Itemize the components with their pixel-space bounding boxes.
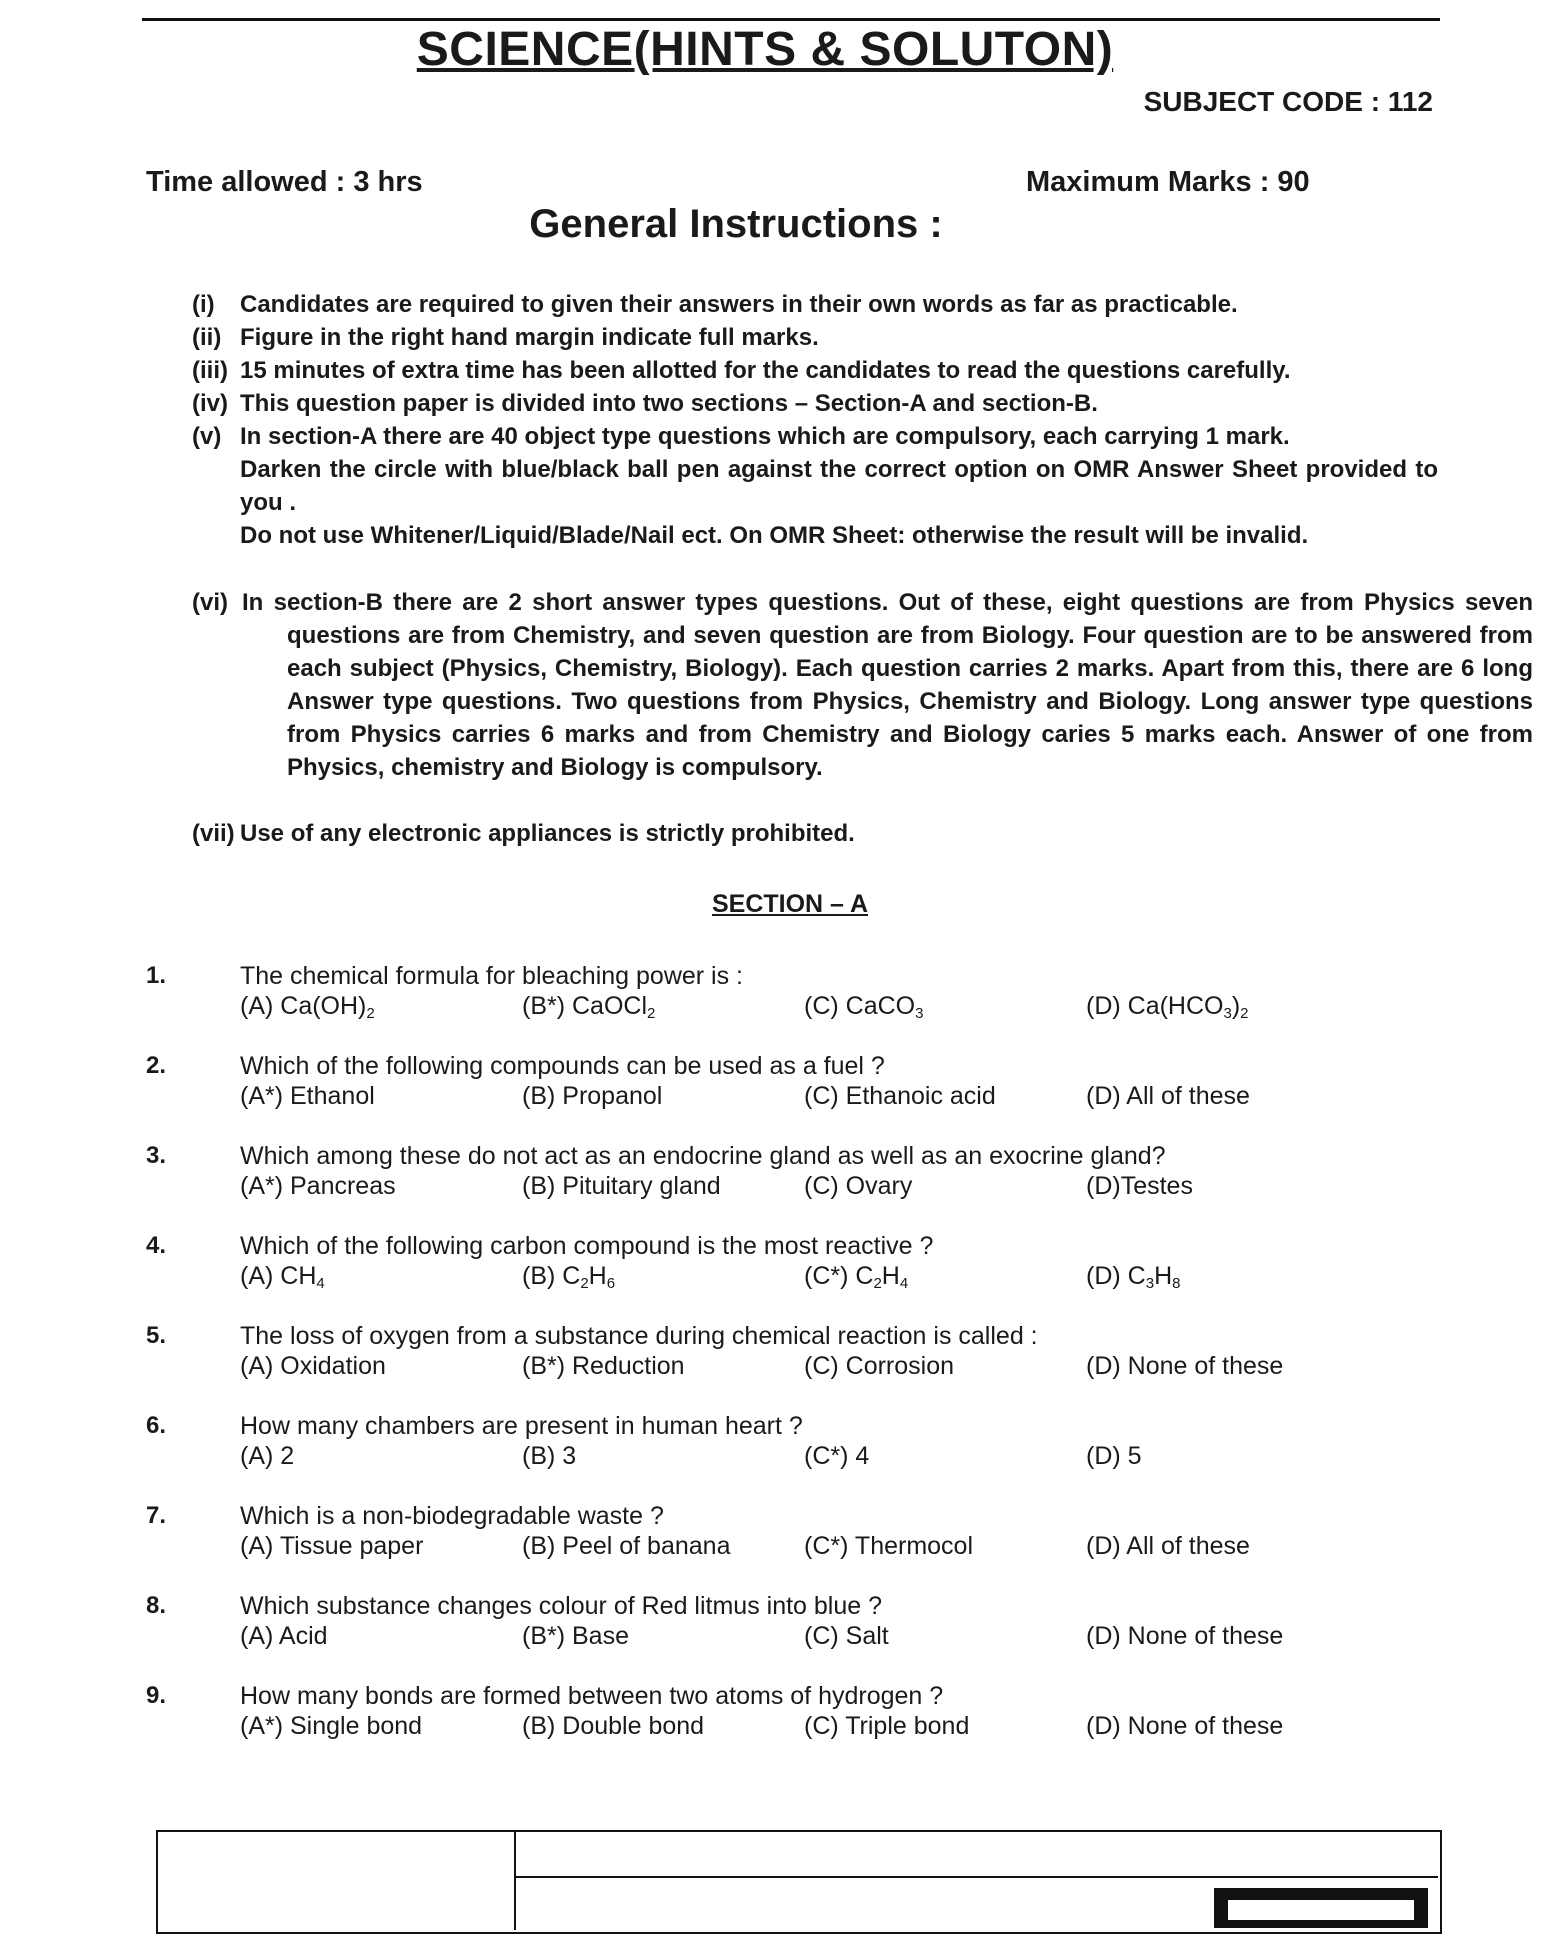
question-text: Which of the following compounds can be used as a fuel ? bbox=[240, 1052, 885, 1080]
option-a: (A) Oxidation bbox=[240, 1352, 386, 1380]
instruction-vi bbox=[192, 586, 1533, 784]
option-c: (C) Ethanoic acid bbox=[804, 1082, 996, 1110]
option-d: (D) $C_3H_8$ bbox=[1086, 1262, 1181, 1292]
instruction-continuation: Darken the circle with blue/black ball pen against the correct option on OMR Answer Sheet provided to you . bbox=[240, 456, 1438, 516]
option-a: (A) Acid bbox=[240, 1622, 328, 1650]
maximum-marks: Maximum Marks : 90 bbox=[1026, 166, 1310, 198]
option-b: (B*) Reduction bbox=[522, 1352, 685, 1380]
option-d: (D)Testes bbox=[1086, 1172, 1193, 1200]
option-a: (A) 2 bbox=[240, 1442, 295, 1470]
option-b: (B) Double bond bbox=[522, 1712, 705, 1740]
question-number: 2. bbox=[146, 1052, 167, 1079]
instruction-number: (v) bbox=[192, 423, 222, 450]
instruction-i bbox=[192, 288, 1438, 321]
option-c: (C) Ovary bbox=[804, 1172, 913, 1200]
question-text: The chemical formula for bleaching power is : bbox=[240, 962, 744, 990]
instruction-vii bbox=[192, 817, 1438, 850]
question-text: How many bonds are formed between two atoms of hydrogen ? bbox=[240, 1682, 944, 1710]
instruction-number: (iii) bbox=[192, 357, 228, 384]
page-title: SCIENCE(HINTS & SOLUTON) bbox=[416, 23, 1114, 76]
option-b: (B*) Base bbox=[522, 1622, 629, 1650]
option-b: (B*) CaOCl$_2$ bbox=[522, 992, 656, 1022]
option-a: (A) $CH_4$ bbox=[240, 1262, 325, 1292]
option-b: (B) $C_2H_6$ bbox=[522, 1262, 616, 1292]
instruction-text: This question paper is divided into two sections – Section-A and section-B. bbox=[240, 390, 1098, 417]
question-number: 8. bbox=[146, 1592, 167, 1619]
question-number: 9. bbox=[146, 1682, 167, 1709]
top-rule bbox=[142, 18, 1440, 21]
option-a: (A) Tissue paper bbox=[240, 1532, 424, 1560]
question-text: Which substance changes colour of Red litmus into blue ? bbox=[240, 1592, 883, 1620]
instruction-text: Figure in the right hand margin indicate full marks. bbox=[240, 324, 819, 351]
option-d: (D) $Ca(HCO_3)_2$ bbox=[1086, 992, 1249, 1022]
footer-divider bbox=[514, 1830, 516, 1930]
instruction-number: (iv) bbox=[192, 390, 228, 417]
footer-rule bbox=[516, 1876, 1438, 1878]
option-b: (B) 3 bbox=[522, 1442, 577, 1470]
option-a: (A*) Single bond bbox=[240, 1712, 423, 1740]
instruction-number: (vii) bbox=[192, 820, 235, 847]
option-c: (C) CaCO$_3$ bbox=[804, 992, 924, 1022]
question-number: 5. bbox=[146, 1322, 167, 1349]
question-number: 6. bbox=[146, 1412, 167, 1439]
instruction-text: In section-A there are 40 object type questions which are compulsory, each carrying 1 mark. bbox=[240, 423, 1290, 450]
question-number: 4. bbox=[146, 1232, 167, 1259]
option-a: (A*) Pancreas bbox=[240, 1172, 396, 1200]
question-text: Which of the following carbon compound is the most reactive ? bbox=[240, 1232, 934, 1260]
instruction-text: Use of any electronic appliances is strictly prohibited. bbox=[240, 820, 855, 847]
option-a: (A) $Ca(OH)_2$ bbox=[240, 992, 375, 1022]
question-number: 7. bbox=[146, 1502, 167, 1529]
question-text: How many chambers are present in human heart ? bbox=[240, 1412, 803, 1440]
option-c: (C*) $C_2H_4$ bbox=[804, 1262, 909, 1292]
instruction-iv bbox=[192, 387, 1438, 420]
subject-code: SUBJECT CODE : 112 bbox=[1143, 86, 1433, 117]
instruction-text: 15 minutes of extra time has been allotted for the candidates to read the questions carefully. bbox=[240, 357, 1291, 384]
option-b: (B) Propanol bbox=[522, 1082, 663, 1110]
question-text: Which is a non-biodegradable waste ? bbox=[240, 1502, 664, 1530]
instruction-text: In section-B there are 2 short answer types questions. Out of these, eight questions are from Physics seven questions are from Chemistry, and seven question are from Biology. Four question are to be answered from each subject (Physics, Chemistry, Biology). Each question carries 2 marks. Apart from this, there are 6 long Answer type questions. Two questions from Physics, Chemistry and Biology. Long answer type questions from Physics carries 6 marks and from Chemistry and Biology caries 5 marks each. Answer of one from Physics, chemistry and Biology is compulsory. bbox=[242, 589, 1533, 781]
instruction-ii bbox=[192, 321, 1438, 354]
option-b: (B) Peel of banana bbox=[522, 1532, 731, 1560]
option-d: (D) None of these bbox=[1086, 1622, 1284, 1650]
footer-inner-box bbox=[1228, 1900, 1414, 1920]
question-text: Which among these do not act as an endocrine gland as well as an exocrine gland? bbox=[240, 1142, 1166, 1170]
instruction-number: (i) bbox=[192, 291, 215, 318]
option-b: (B) Pituitary gland bbox=[522, 1172, 721, 1200]
instruction-number: (ii) bbox=[192, 324, 222, 351]
question-text: The loss of oxygen from a substance during chemical reaction is called : bbox=[240, 1322, 1038, 1350]
option-d: (D) All of these bbox=[1086, 1082, 1250, 1110]
instruction-continuation: Do not use Whitener/Liquid/Blade/Nail ect. On OMR Sheet: otherwise the result will be invalid. bbox=[240, 522, 1309, 549]
instruction-number: (vi) bbox=[192, 589, 228, 616]
question-number: 3. bbox=[146, 1142, 167, 1169]
option-c: (C*) Thermocol bbox=[804, 1532, 974, 1560]
time-allowed: Time allowed : 3 hrs bbox=[146, 166, 423, 198]
option-c: (C) Corrosion bbox=[804, 1352, 955, 1380]
instruction-iii bbox=[192, 354, 1438, 387]
question-number: 1. bbox=[146, 962, 167, 989]
option-d: (D) None of these bbox=[1086, 1712, 1284, 1740]
general-instructions-heading: General Instructions : bbox=[529, 202, 943, 246]
option-d: (D) All of these bbox=[1086, 1532, 1250, 1560]
instruction-v bbox=[192, 420, 1438, 552]
option-c: (C*) 4 bbox=[804, 1442, 870, 1470]
option-d: (D) 5 bbox=[1086, 1442, 1142, 1470]
option-a: (A*) Ethanol bbox=[240, 1082, 375, 1110]
option-d: (D) None of these bbox=[1086, 1352, 1284, 1380]
section-a-heading: SECTION – A bbox=[711, 890, 869, 918]
option-c: (C) Salt bbox=[804, 1622, 889, 1650]
instruction-text: Candidates are required to given their answers in their own words as far as practicable. bbox=[240, 291, 1238, 318]
option-c: (C) Triple bond bbox=[804, 1712, 970, 1740]
